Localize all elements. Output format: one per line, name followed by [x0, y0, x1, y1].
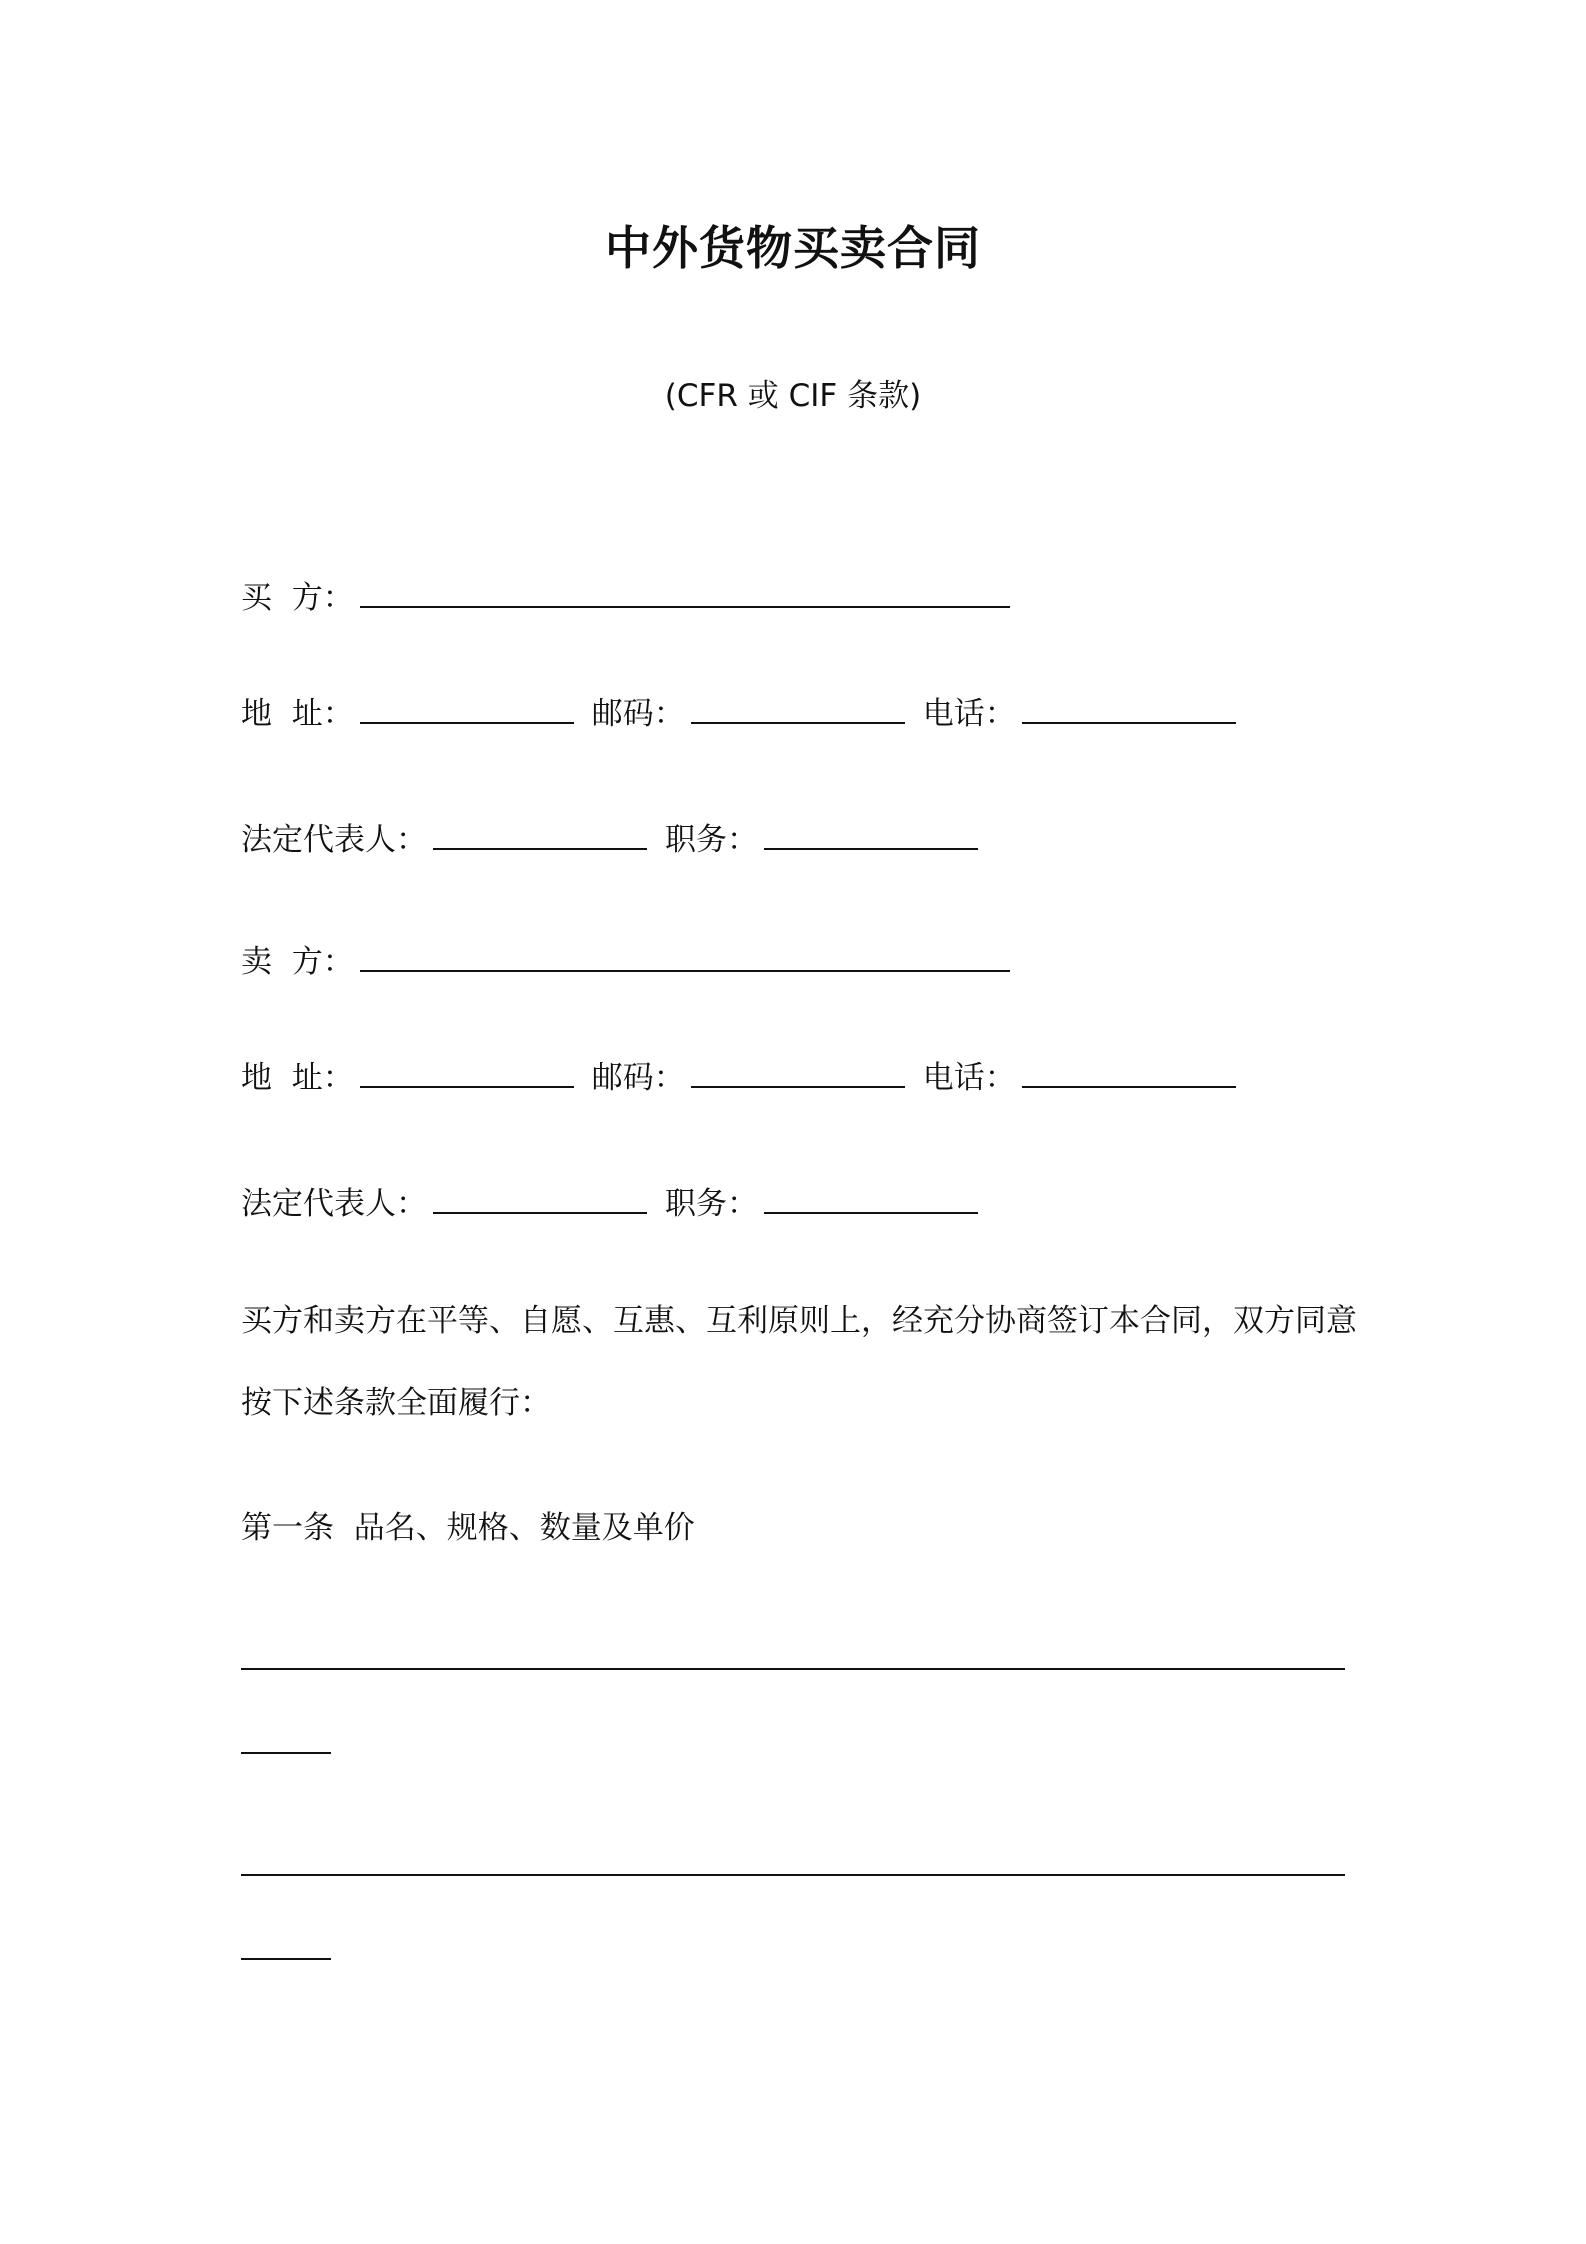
buyer-rep-blank[interactable] — [433, 818, 647, 850]
fill-line-1b[interactable] — [241, 1752, 331, 1754]
seller-position-blank[interactable] — [764, 1182, 978, 1214]
seller-postcode-label: 邮码： — [591, 1060, 685, 1096]
document-title: 中外货物买卖合同 — [605, 221, 981, 275]
fill-line-1a[interactable] — [241, 1668, 1345, 1670]
buyer-rep-row — [241, 818, 996, 862]
buyer-name-label: 买 方： — [241, 580, 354, 616]
buyer-name-row — [241, 576, 1028, 620]
seller-address-row — [241, 1056, 1254, 1100]
seller-address-blank[interactable] — [360, 1056, 574, 1088]
seller-name-blank[interactable] — [360, 940, 1010, 972]
buyer-name-blank[interactable] — [360, 576, 1010, 608]
seller-position-label: 职务： — [665, 1186, 758, 1222]
buyer-position-label: 职务： — [665, 822, 758, 858]
seller-name-label: 卖 方： — [241, 944, 354, 980]
buyer-postcode-blank[interactable] — [691, 692, 905, 724]
buyer-address-label: 地 址： — [241, 696, 354, 732]
seller-phone-label: 电话： — [922, 1060, 1016, 1096]
buyer-phone-blank[interactable] — [1022, 692, 1236, 724]
buyer-postcode-label: 邮码： — [591, 696, 685, 732]
seller-address-label: 地 址： — [241, 1060, 354, 1096]
seller-postcode-blank[interactable] — [691, 1056, 905, 1088]
seller-rep-label: 法定代表人： — [241, 1186, 427, 1222]
fill-line-2a[interactable] — [241, 1874, 1345, 1876]
buyer-phone-label: 电话： — [922, 696, 1016, 732]
article-1-heading: 第一条 品名、规格、数量及单价 — [241, 1510, 695, 1546]
seller-name-row — [241, 940, 1028, 984]
document-subtitle: (CFR 或 CIF 条款) — [664, 378, 922, 414]
buyer-address-blank[interactable] — [360, 692, 574, 724]
buyer-address-row — [241, 692, 1254, 736]
preamble-paragraph: 买方和卖方在平等、自愿、互惠、互利原则上，经充分协商签订本合同，双方同意按下述条款全面履行： — [241, 1303, 1357, 1421]
buyer-rep-label: 法定代表人： — [241, 822, 427, 858]
seller-phone-blank[interactable] — [1022, 1056, 1236, 1088]
fill-line-2b[interactable] — [241, 1958, 331, 1960]
seller-rep-blank[interactable] — [433, 1182, 647, 1214]
buyer-position-blank[interactable] — [764, 818, 978, 850]
seller-rep-row — [241, 1182, 996, 1226]
